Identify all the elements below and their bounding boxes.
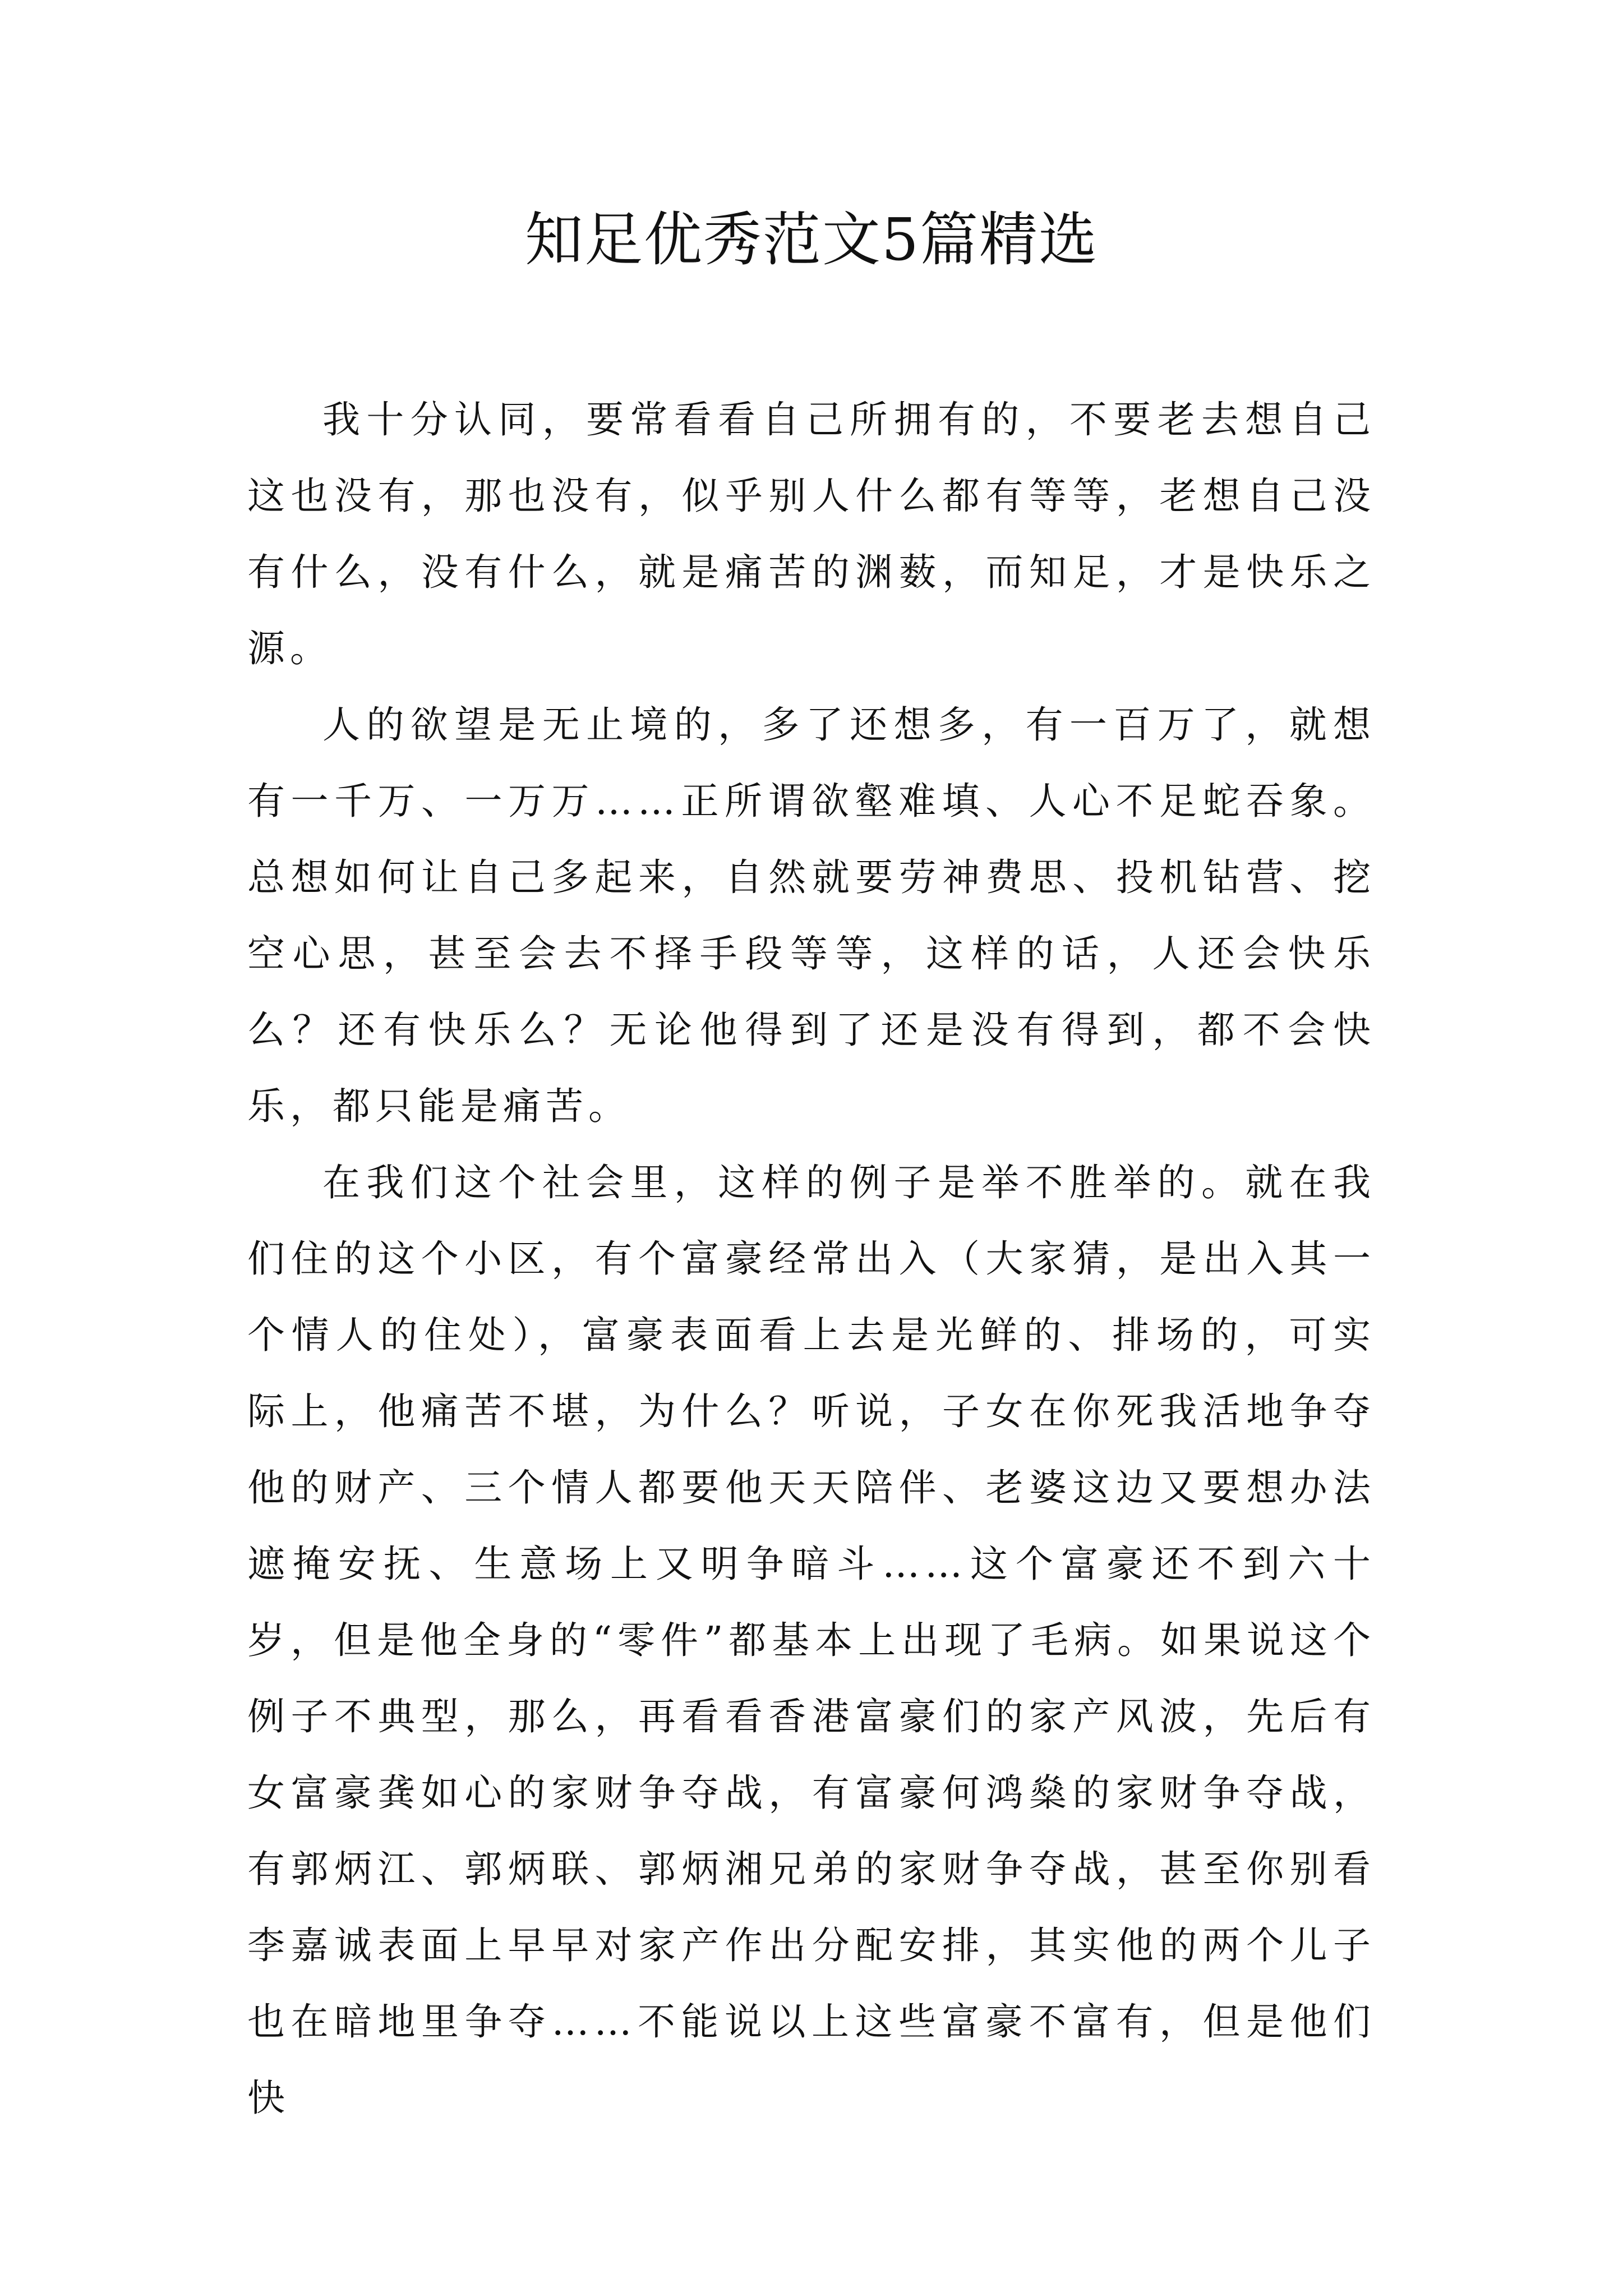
paragraph-3: 在我们这个社会里，这样的例子是举不胜举的。就在我们住的这个小区，有个富豪经常出入（大家猜，是出入其一个情人的住处），富豪表面看上去是光鲜的、排场的，可实际上，他痛苦不堪，为什么？听说，子女在你死我活地争夺他的财产、三个情人都要他天天陪伴、老婆这边又要想办法遮掩安抚、生意场上又明争暗斗……这个富豪还不到六十岁，但是他全身的“零件”都基本上出现了毛病。如果说这个例子不典型，那么，再看看香港富豪们的家产风波，先后有女富豪龚如心的家财争夺战，有富豪何鸿燊的家财争夺战，有郭炳江、郭炳联、郭炳湘兄弟的家财争夺战，甚至你别看李嘉诚表面上早早对家产作出分配安排，其实他的两个儿子也在暗地里争夺……不能说以上这些富豪不富有，但是他们快 [247, 1161, 1376, 2120]
document-body [247, 381, 1376, 2136]
paragraph-2: 人的欲望是无止境的，多了还想多，有一百万了，就想有一千万、一万万……正所谓欲壑难填、人心不足蛇吞象。总想如何让自己多起来，自然就要劳神费思、投机钻营、挖空心思，甚至会去不择手段等等，这样的话，人还会快乐么？还有快乐么？无论他得到了还是没有得到，都不会快乐，都只能是痛苦。 [247, 703, 1376, 1128]
document-title: 知足优秀范文5篇精选 [524, 205, 1099, 274]
paragraph-1: 我十分认同，要常看看自己所拥有的，不要老去想自己这也没有，那也没有，似乎别人什么都有等等，老想自己没有什么，没有什么，就是痛苦的渊薮，而知足，才是快乐之源。 [247, 398, 1376, 670]
